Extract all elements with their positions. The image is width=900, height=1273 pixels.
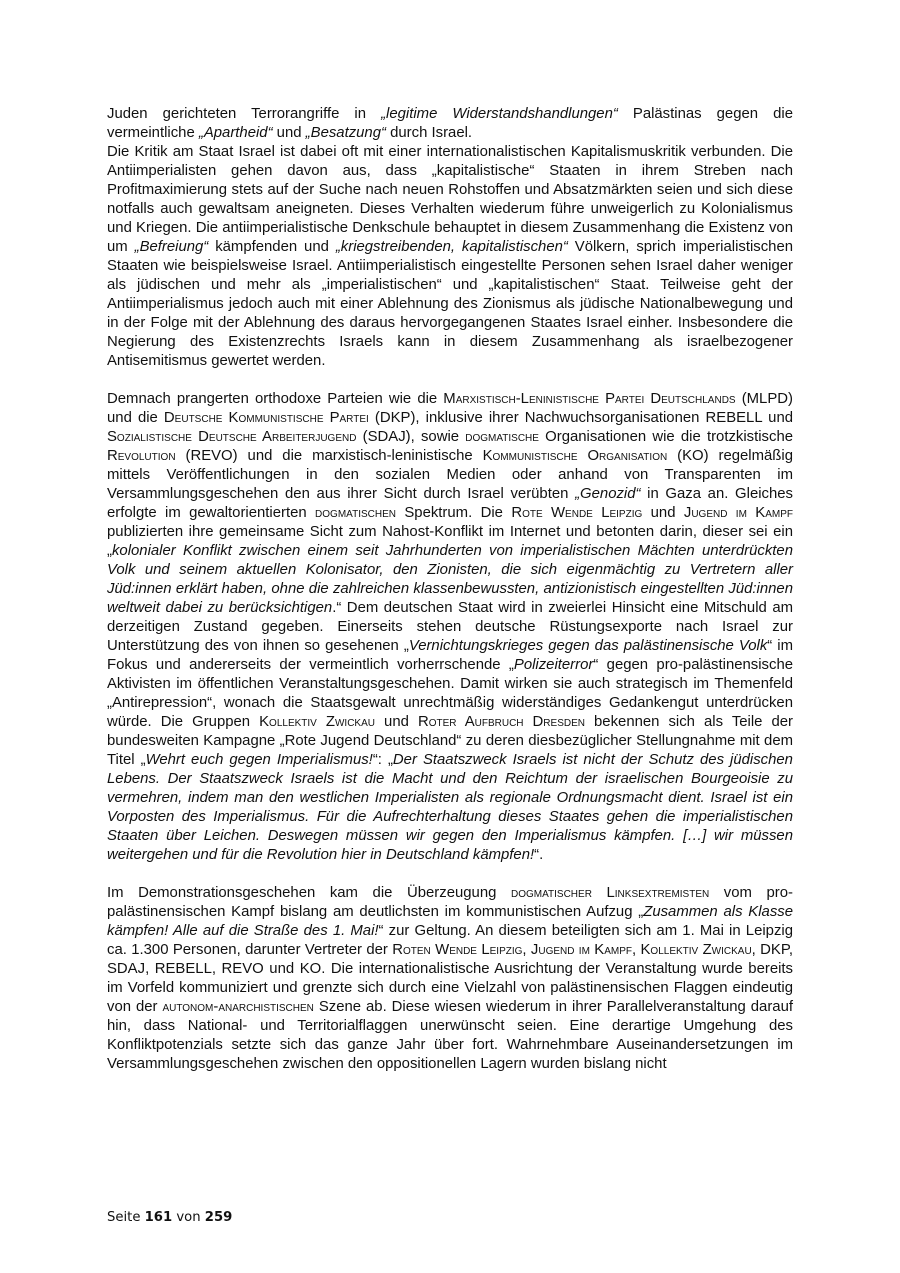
organization-name: Roter Aufbruch Dresden [417, 714, 585, 730]
text-run: kämpfenden und [208, 239, 336, 255]
text-run: durch Israel. [385, 125, 473, 141]
text-run: (KO) regelmäßig mittels Veröffentlichungen in den sozialen Medien oder anhand von Transparenten im Versammlungsgeschehen den aus ihrer Sicht durch Israel verübten [107, 448, 793, 502]
text-run: und [272, 125, 306, 141]
body-text [107, 105, 793, 1074]
paragraph-spacer [107, 371, 793, 390]
text-run: “: „ [372, 752, 393, 768]
text-run: Juden gerichteten Terrorangriffe in [107, 106, 382, 122]
quote-italic: „Apartheid“ [198, 125, 273, 141]
text-run: und [375, 714, 418, 730]
total-page-count: 259 [204, 1210, 233, 1225]
quote-italic: „legitime Widerstandshandlungen“ [381, 106, 618, 122]
category-term: dogmatischer Linksextremisten [510, 885, 710, 901]
text-run: Spektrum. Die [395, 505, 512, 521]
text-run: Palästinas gegen die vermeintliche [107, 106, 793, 141]
category-term: dogmatischen [315, 505, 396, 521]
organization-name: Rote Wende Leipzig [511, 505, 643, 521]
text-run: .“ Dem deutschen Staat wird in zweierlei Hinsicht eine Mitschuld am derzeitigen Zustand gegeben. Einerseits stehen deutsche Rüstungsexporte nach Israel zur Unterstützung des von ihnen so gesehenen „ [107, 600, 794, 654]
organization-name: Sozialistische Deutsche Arbeiterjugend [107, 429, 357, 445]
text-run: Im Demonstrationsgeschehen kam die Überzeugung [107, 885, 511, 901]
text-run: “ im Fokus und andererseits der vermeintlich vorherrschende „ [107, 638, 793, 673]
text-run: (REVO) und die marxistisch-leninistische [175, 448, 483, 464]
text-run: (DKP), inklusive ihrer Nachwuchsorganisationen REBELL und [368, 410, 794, 426]
quote-italic: „kriegstreibenden, kapitalistischen“ [335, 239, 568, 255]
footer-label: von [172, 1210, 205, 1225]
quote-italic: Polizeiterror [513, 657, 594, 673]
organization-name: Revolution [107, 448, 176, 464]
category-term: dogmatische [465, 429, 539, 445]
category-term: autonom-anarchistischen [162, 999, 314, 1015]
text-run: (MLPD) und die [107, 391, 793, 426]
text-run: vom pro-palästinensischen Kampf bislang am deutlichsten im kommunistischen Aufzug „ [107, 885, 793, 920]
text-run: Szene ab. Diese wiesen wiederum in ihrer Parallelveranstaltung darauf hin, dass National- und Territorialflaggen unerwünscht seien. Eine derartige Umgehung des Konfliktpotenzials setzte sich das ganze Jahr über fort. Wahrnehmbare Auseinandersetzungen im Versammlungsgeschehen zwischen den oppositionellen Lagern wurden bislang nicht [107, 999, 793, 1072]
organization-name: Jugend im Kampf [683, 505, 793, 521]
paragraph-4 [107, 884, 793, 1074]
quote-italic: „Befreiung“ [134, 239, 209, 255]
text-run: in Gaza an. Gleiches erfolgte im gewaltorientierten [107, 486, 793, 521]
organization-name: Deutsche Kommunistische Partei [163, 410, 369, 426]
quote-italic: „Genozid“ [575, 486, 641, 502]
page-footer [107, 1210, 232, 1225]
organization-name: Kollektiv Zwickau [259, 714, 375, 730]
organization-name: Roten Wende Leipzig, Jugend im Kampf, Kollektiv Zwickau [392, 942, 752, 958]
quote-italic: kolonialer Konflikt zwischen einem seit Jahrhunderten von imperialistischen Mächten unterdrückten Volk und seinem aktuellen Kolonisator, den Zionisten, die sich eigenmächtig zu Vertretern aller Jüd:innen erklärt haben, ohne die zahlreichen klassenbewussten, antizionistisch eingestellten Jüd:innen weltweit dabei zu berücksichtigen [107, 543, 793, 616]
text-run: (SDAJ), sowie [356, 429, 466, 445]
text-run: bekennen sich als Teile der bundesweiten Kampagne „Rote Jugend Deutschland“ zu deren diesbezüglicher Stellungnahme mit dem Titel „ [107, 714, 794, 768]
quote-italic: Zusammen als Klasse kämpfen! Alle auf die Straße des 1. Mai! [107, 904, 793, 939]
quote-italic: „Besatzung“ [305, 125, 386, 141]
text-run: Völkern, sprich imperialistischen Staaten wie beispielsweise Israel. Antiimperialistisch eingestellte Personen sehen Israel daher weniger als jüdischen und mehr als „imperialistischen“ und „kapitalistischen“ Staat. Teilweise geht der Antiimperialismus jedoch auch mit einer Ablehnung des Zionismus als jüdische Nationalbewegung und in der Folge mit der Ablehnung des daraus hervorgegangenen Staates Israel einher. Insbesondere die Negierung des Existenzrechts Israels kann in diesem Zusammenhang als israelbezogener Antisemitismus gewertet werden. [107, 239, 794, 369]
text-run: “ gegen pro-palästinensische Aktivisten im öffentlichen Veranstaltungsgeschehen. Damit wirken sie auch strategisch im Themenfeld „Antirepression“, wonach die Staatsgewalt unrechtmäßig widerständiges Gedankengut unterdrücken würde. Die Gruppen [107, 657, 794, 730]
current-page-number: 161 [144, 1210, 173, 1225]
paragraph-3 [107, 390, 793, 865]
quote-italic: Wehrt euch gegen Imperialismus! [145, 752, 373, 768]
text-run: Organisationen wie die trotzkistische [538, 429, 794, 445]
text-run: publizierten ihre gemeinsame Sicht zum Nahost-Konflikt im Internet und betonten darin, dieser sei ein „ [107, 524, 793, 559]
paragraph-1 [107, 105, 793, 143]
text-run: und [642, 505, 684, 521]
text-run: “ zur Geltung. An diesem beteiligten sich am 1. Mai in Leipzig ca. 1.300 Personen, darunter Vertreter der [107, 923, 793, 958]
paragraph-spacer [107, 865, 793, 884]
quote-italic: Der Staatszweck Israels ist nicht der Schutz des jüdischen Lebens. Der Staatszweck Israels ist die Macht und den Reichtum der israelischen Bourgeoisie zu vermehren, indem man den westlichen Imperialisten als regionale Ordnungsmacht dient. Israel ist ein Vorposten des Imperialismus. Für die Aufrechterhaltung dieses Staates gehen die imperialistischen Staaten über Leichen. Deswegen müssen wir gegen den Imperialismus kämpfen. […] wir müssen weitergehen und für die Revolution hier in Deutschland kämpfen! [107, 752, 793, 863]
text-run: Demnach prangerten orthodoxe Parteien wie die [107, 391, 444, 407]
text-run: “. [534, 847, 544, 863]
footer-label: Seite [107, 1210, 145, 1225]
text-run: , DKP, SDAJ, REBELL, REVO und KO. Die internationalistische Ausrichtung der Veranstaltung wurde bereits im Vorfeld kommuniziert und grenzte sich durch eine Vielzahl von palästinensischen Flaggen eindeutig von der [107, 942, 794, 1015]
organization-name: Marxistisch-Leninistische Partei Deutschlands [443, 391, 736, 407]
organization-name: Kommunistische Organisation [482, 448, 668, 464]
paragraph-2 [107, 143, 793, 371]
text-run: Die Kritik am Staat Israel ist dabei oft mit einer internationalistischen Kapitalismuskritik verbunden. Die Antiimperialisten gehen davon aus, dass „kapitalistische“ Staaten in ihrem Streben nach Profitmaximierung stets auf der Suche nach neuen Rohstoffen und Absatzmärkten seien und sich diese notfalls auch gewaltsam aneigneten. Dieses Verhalten wiederum führe unweigerlich zu Kolonialismus und Kriegen. Die antiimperialistische Denkschule behauptet in diesem Zusammenhang die Existenz von um [107, 144, 793, 255]
quote-italic: Vernichtungskrieges gegen das palästinensische Volk [408, 638, 768, 654]
